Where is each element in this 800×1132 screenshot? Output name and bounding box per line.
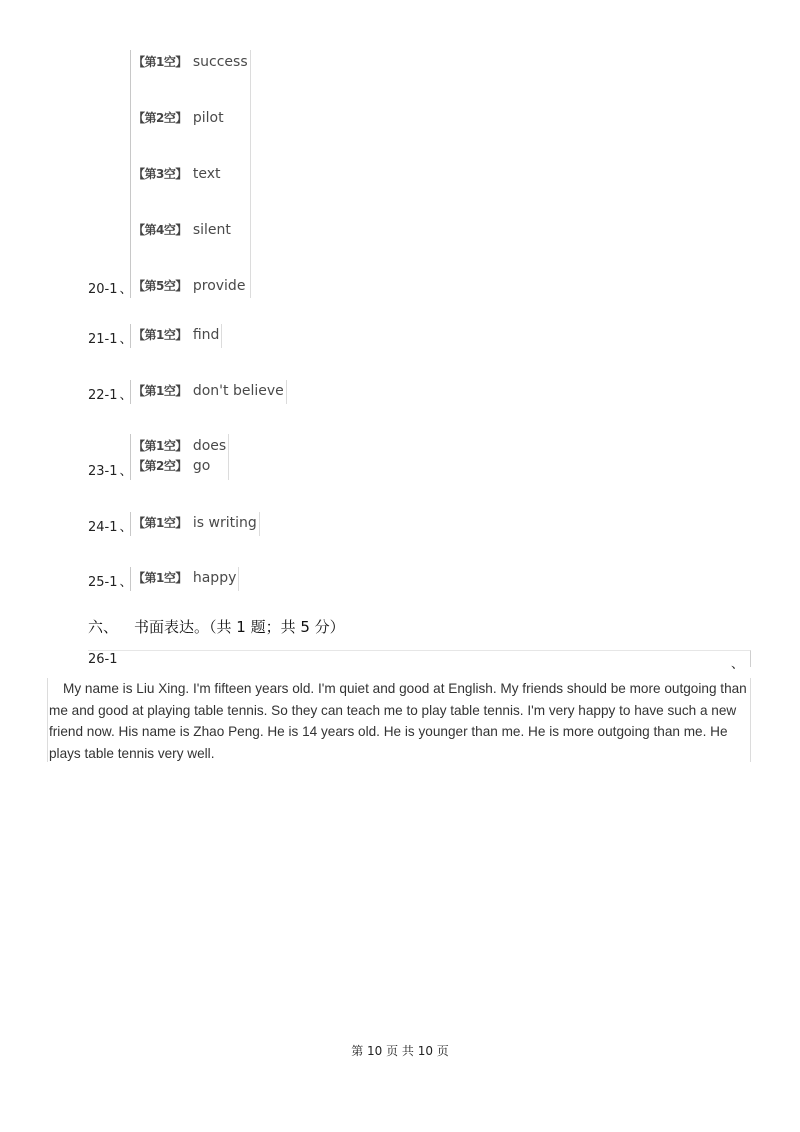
answer-box [130, 567, 239, 591]
question-separator: 、 [730, 657, 744, 672]
answer-box [130, 324, 222, 348]
question-24-1 [88, 512, 260, 536]
answer-blank: 【第2空】 go [133, 458, 211, 474]
answer-blank: 【第1空】 happy [133, 570, 237, 586]
question-22-1 [88, 380, 287, 404]
question-20-1 [88, 50, 251, 298]
answer-box [130, 434, 229, 480]
answer-blank: 【第1空】 is writing [133, 515, 257, 531]
question-26-1 [88, 650, 751, 672]
section-number: 六、 [88, 618, 119, 636]
essay-answer: My name is Liu Xing. I'm fifteen years old. I'm quiet and good at English. My friends should be more outgoing than me and good at playing table tennis. So they can teach me to play table tennis. I'm very happy to have such a new friend now. His name is Zhao Peng. He is 14 years old. He is younger than me. He is more outgoing than me. He plays table tennis very well. [47, 678, 751, 762]
answer-box [130, 380, 287, 404]
question-23-1 [88, 434, 229, 480]
answer-blank: 【第3空】 text [133, 166, 221, 182]
question-number: 23-1 、 [88, 464, 133, 479]
question-number: 21-1 、 [88, 332, 133, 347]
question-number: 24-1 、 [88, 520, 133, 535]
section-title: 书面表达。（共 1 题；共 5 分） [134, 618, 345, 636]
answer-blank: 【第1空】 find [133, 327, 220, 343]
answer-blank: 【第1空】 does [133, 438, 227, 454]
question-number: 25-1 、 [88, 575, 133, 590]
question-25-1 [88, 567, 239, 591]
answer-blank: 【第1空】 success [133, 54, 248, 70]
question-number: 20-1 、 [88, 282, 133, 297]
answer-blank: 【第5空】 provide [133, 278, 246, 294]
answer-box [130, 512, 260, 536]
answer-blank: 【第2空】 pilot [133, 110, 224, 126]
question-21-1 [88, 324, 222, 348]
answer-blank: 【第1空】 don't believe [133, 383, 284, 399]
page-footer: 第 10 页 共 10 页 [351, 1044, 449, 1058]
question-number: 22-1 、 [88, 388, 133, 403]
answer-box [130, 50, 251, 298]
answer-blank: 【第4空】 silent [133, 222, 231, 238]
question-number: 26-1 [88, 652, 118, 667]
section-heading [88, 616, 345, 637]
